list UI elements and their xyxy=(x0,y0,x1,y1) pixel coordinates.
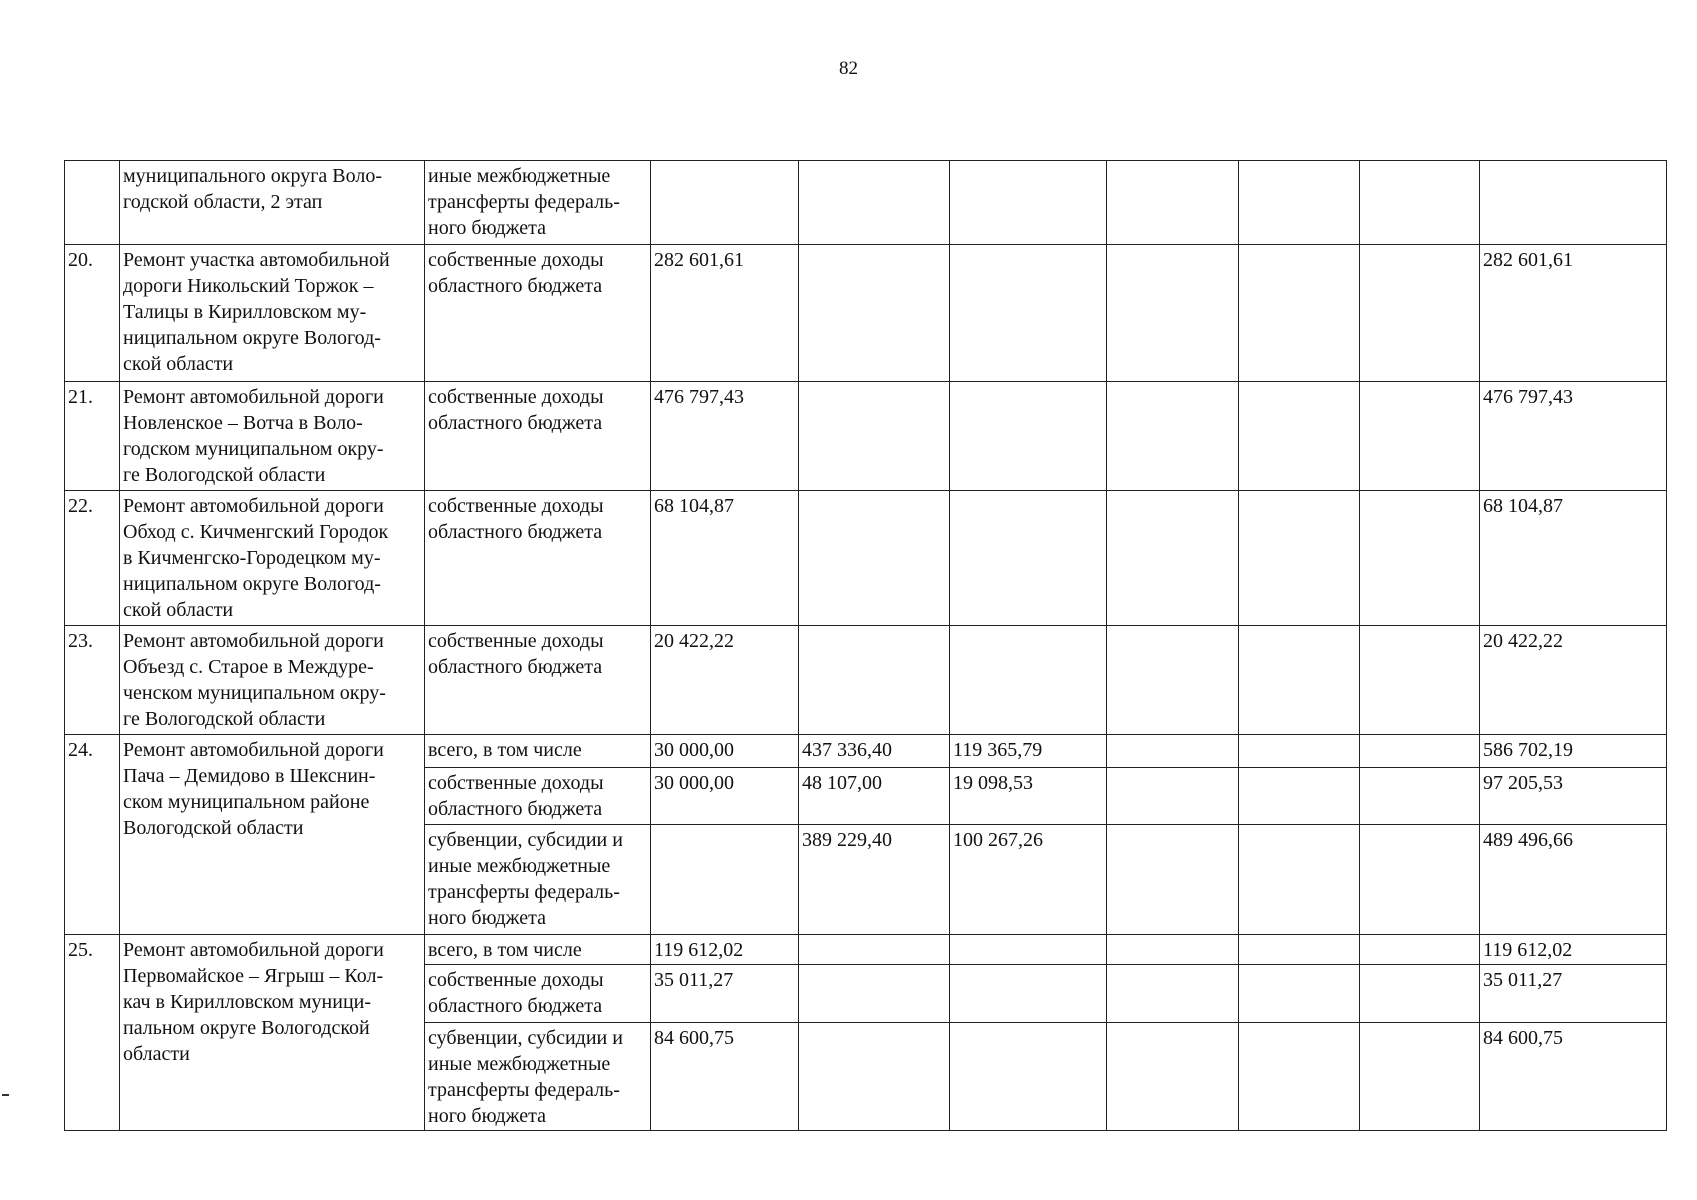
value-cell: 389 229,40 xyxy=(799,825,950,935)
total-cell: 476 797,43 xyxy=(1480,382,1667,491)
value-cell xyxy=(1239,768,1360,825)
value-cell xyxy=(799,1023,950,1131)
value-cell xyxy=(1107,382,1239,491)
value-cell: 68 104,87 xyxy=(651,491,799,626)
value-cell xyxy=(1107,825,1239,935)
value-cell xyxy=(799,491,950,626)
table-row xyxy=(65,245,1667,382)
value-cell xyxy=(1107,161,1239,245)
value-cell xyxy=(1239,161,1360,245)
funding-source-cell: всего, в том числе xyxy=(425,935,651,965)
value-cell xyxy=(950,965,1107,1023)
value-cell: 48 107,00 xyxy=(799,768,950,825)
total-cell: 282 601,61 xyxy=(1480,245,1667,382)
total-cell: 586 702,19 xyxy=(1480,735,1667,768)
item-name-cell: Ремонт автомобильной дороги Обход с. Кичменгский Городок в Кичменгско-Городецком му- ниципальном округе Вологод- ской области xyxy=(120,491,425,626)
total-cell: 35 011,27 xyxy=(1480,965,1667,1023)
value-cell xyxy=(799,382,950,491)
value-cell xyxy=(950,935,1107,965)
total-cell: 20 422,22 xyxy=(1480,626,1667,735)
item-name-cell: Ремонт автомобильной дороги Первомайское – Ягрыш – Кол- кач в Кирилловском муници- пальном округе Вологодской области xyxy=(120,935,425,1131)
value-cell xyxy=(799,965,950,1023)
value-cell xyxy=(1360,825,1480,935)
scan-edge-mark xyxy=(2,1094,9,1096)
funding-source-cell: собственные доходы областного бюджета xyxy=(425,965,651,1023)
table-row xyxy=(65,161,1667,245)
total-cell: 489 496,66 xyxy=(1480,825,1667,935)
value-cell xyxy=(1107,735,1239,768)
value-cell xyxy=(1360,768,1480,825)
item-name-cell: муниципального округа Воло- годской области, 2 этап xyxy=(120,161,425,245)
funding-source-cell: всего, в том числе xyxy=(425,735,651,768)
value-cell xyxy=(1360,491,1480,626)
value-cell xyxy=(1360,735,1480,768)
value-cell xyxy=(1107,965,1239,1023)
item-number-cell xyxy=(65,161,120,245)
value-cell xyxy=(651,161,799,245)
item-number-cell: 21. xyxy=(65,382,120,491)
value-cell xyxy=(1360,1023,1480,1131)
value-cell xyxy=(1360,626,1480,735)
funding-source-cell: собственные доходы областного бюджета xyxy=(425,245,651,382)
value-cell xyxy=(1239,1023,1360,1131)
value-cell: 437 336,40 xyxy=(799,735,950,768)
table-row xyxy=(65,735,1667,768)
item-name-cell: Ремонт участка автомобильной дороги Никольский Торжок – Талицы в Кирилловском му- ниципальном округе Вологод- ской области xyxy=(120,245,425,382)
total-cell xyxy=(1480,161,1667,245)
value-cell xyxy=(1360,245,1480,382)
item-number-cell: 20. xyxy=(65,245,120,382)
value-cell xyxy=(1239,735,1360,768)
value-cell xyxy=(950,1023,1107,1131)
total-cell: 119 612,02 xyxy=(1480,935,1667,965)
funding-source-cell: собственные доходы областного бюджета xyxy=(425,491,651,626)
value-cell xyxy=(950,626,1107,735)
value-cell xyxy=(799,161,950,245)
value-cell: 282 601,61 xyxy=(651,245,799,382)
budget-table xyxy=(64,160,1667,1131)
value-cell xyxy=(950,382,1107,491)
value-cell xyxy=(1360,965,1480,1023)
funding-source-cell: иные межбюджетные трансферты федераль- ного бюджета xyxy=(425,161,651,245)
value-cell xyxy=(950,161,1107,245)
value-cell: 119 612,02 xyxy=(651,935,799,965)
value-cell: 19 098,53 xyxy=(950,768,1107,825)
item-name-cell: Ремонт автомобильной дороги Пача – Демидово в Шекснин- ском муниципальном районе Вологодской области xyxy=(120,735,425,935)
table-row xyxy=(65,382,1667,491)
item-number-cell: 22. xyxy=(65,491,120,626)
value-cell xyxy=(1360,935,1480,965)
page-number: 82 xyxy=(839,58,858,79)
value-cell: 84 600,75 xyxy=(651,1023,799,1131)
value-cell: 119 365,79 xyxy=(950,735,1107,768)
value-cell xyxy=(1107,626,1239,735)
value-cell xyxy=(1239,825,1360,935)
value-cell xyxy=(1107,935,1239,965)
total-cell: 68 104,87 xyxy=(1480,491,1667,626)
value-cell xyxy=(799,626,950,735)
value-cell xyxy=(1239,965,1360,1023)
value-cell xyxy=(1360,382,1480,491)
funding-source-cell: субвенции, субсидии и иные межбюджетные трансферты федераль- ного бюджета xyxy=(425,1023,651,1131)
table-row xyxy=(65,491,1667,626)
value-cell xyxy=(1239,245,1360,382)
value-cell xyxy=(1107,1023,1239,1131)
value-cell xyxy=(1107,768,1239,825)
item-number-cell: 25. xyxy=(65,935,120,1131)
total-cell: 97 205,53 xyxy=(1480,768,1667,825)
table-row xyxy=(65,935,1667,965)
funding-source-cell: субвенции, субсидии и иные межбюджетные трансферты федераль- ного бюджета xyxy=(425,825,651,935)
value-cell xyxy=(1239,491,1360,626)
item-number-cell: 23. xyxy=(65,626,120,735)
item-name-cell: Ремонт автомобильной дороги Объезд с. Старое в Междуре- ченском муниципальном окру- ге Вологодской области xyxy=(120,626,425,735)
value-cell xyxy=(799,245,950,382)
value-cell xyxy=(1239,382,1360,491)
funding-source-cell: собственные доходы областного бюджета xyxy=(425,768,651,825)
funding-source-cell: собственные доходы областного бюджета xyxy=(425,382,651,491)
value-cell: 100 267,26 xyxy=(950,825,1107,935)
value-cell xyxy=(1107,491,1239,626)
value-cell: 30 000,00 xyxy=(651,735,799,768)
value-cell xyxy=(1239,626,1360,735)
funding-source-cell: собственные доходы областного бюджета xyxy=(425,626,651,735)
value-cell xyxy=(950,245,1107,382)
item-name-cell: Ремонт автомобильной дороги Новленское – Вотча в Воло- годском муниципальном окру- ге Вологодской области xyxy=(120,382,425,491)
value-cell xyxy=(651,825,799,935)
value-cell xyxy=(1107,245,1239,382)
total-cell: 84 600,75 xyxy=(1480,1023,1667,1131)
table-row xyxy=(65,626,1667,735)
value-cell: 476 797,43 xyxy=(651,382,799,491)
value-cell: 35 011,27 xyxy=(651,965,799,1023)
value-cell xyxy=(799,935,950,965)
value-cell: 30 000,00 xyxy=(651,768,799,825)
item-number-cell: 24. xyxy=(65,735,120,935)
value-cell xyxy=(1360,161,1480,245)
value-cell: 20 422,22 xyxy=(651,626,799,735)
value-cell xyxy=(1239,935,1360,965)
value-cell xyxy=(950,491,1107,626)
